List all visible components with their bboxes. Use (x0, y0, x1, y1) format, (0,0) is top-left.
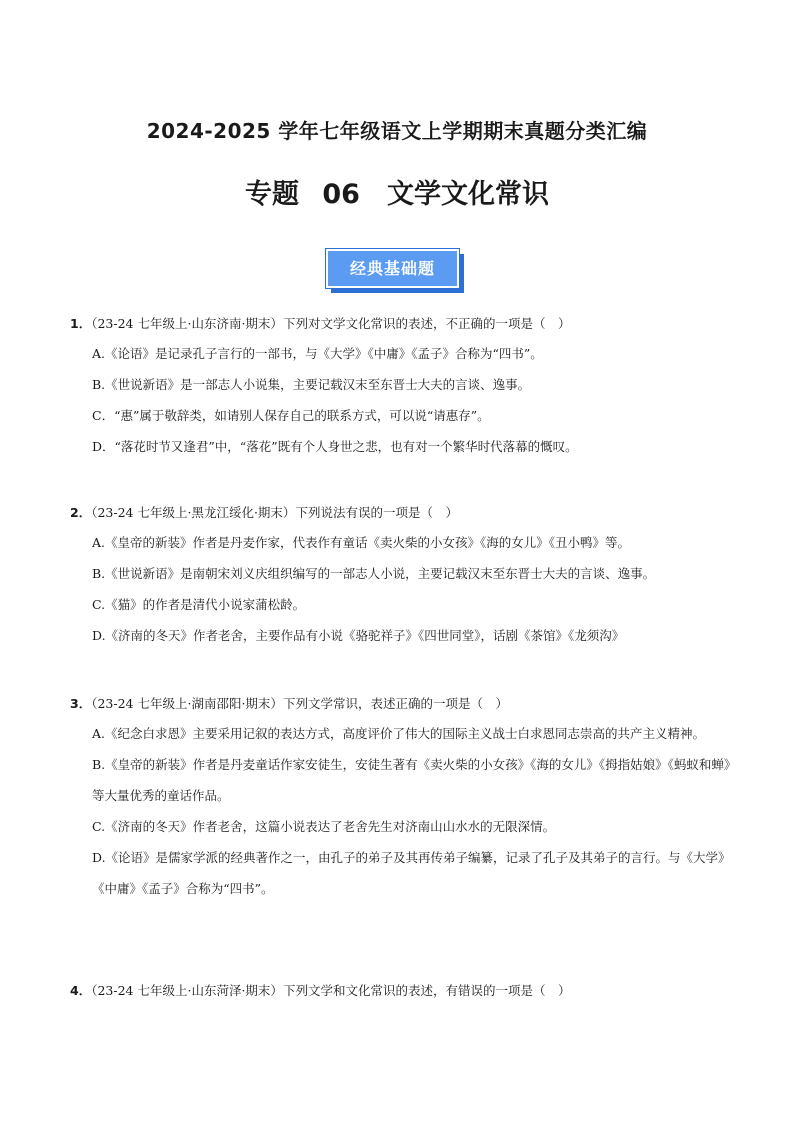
document-title: 2024-2025 学年七年级语文上学期期末真题分类汇编 (146, 119, 648, 143)
option-b: B.《世说新语》是南朝宋刘义庆组织编写的一部志人小说，主要记载汉末至东晋士大夫的言谈、逸事。 (92, 566, 656, 581)
question-number: 3 (70, 696, 79, 711)
option-d: D.《论语》是儒家学派的经典著作之一，由孔子的弟子及其再传弟子编纂，记录了孔子及其弟子的言行。与《大学》《中庸》《孟子》合称为“四书”。 (92, 850, 731, 896)
question-1 (70, 314, 740, 462)
option-c: C.《济南的冬天》作者老舍，这篇小说表达了老舍先生对济南山山水水的无限深情。 (92, 819, 556, 834)
question-text: 下列文学和文化常识的表述，有错误的一项是（ ） (282, 983, 571, 998)
question-number: 1 (70, 316, 79, 331)
question-stem: 3．（23-24 七年级上·湖南邵阳·期末）下列文学常识，表述正确的一项是（ ） (70, 696, 508, 711)
option-d: D．“落花时节又逢君”中，“落花”既有个人身世之悲，也有对一个繁华时代落幕的慨叹。 (92, 439, 578, 454)
option-c: C.《猫》的作者是清代小说家蒲松龄。 (92, 597, 306, 612)
badge-label: 经典基础题 (326, 249, 459, 288)
question-4 (70, 981, 740, 1001)
question-2 (70, 503, 740, 651)
question-source: （23-24 七年级上·山东济南·期末） (91, 316, 283, 331)
question-number: 4 (70, 983, 79, 998)
option-b: B.《皇帝的新装》作者是丹麦童话作家安徒生，安徒生著有《卖火柴的小女孩》《海的女儿》《拇指姑娘》《蚂蚁和蝉》等大量优秀的童话作品。 (92, 757, 737, 803)
question-stem: 1．（23-24 七年级上·山东济南·期末）下列对文学文化常识的表述，不正确的一项是（ ） (70, 316, 571, 331)
question-text: 下列说法有误的一项是（ ） (295, 505, 458, 520)
question-stem: 2．（23-24 七年级上·黑龙江绥化·期末）下列说法有误的一项是（ ） (70, 505, 458, 520)
question-stem: 4．（23-24 七年级上·山东菏泽·期末）下列文学和文化常识的表述，有错误的一项是（ ） (70, 983, 571, 998)
question-source: （23-24 七年级上·黑龙江绥化·期末） (91, 505, 296, 520)
topic-title: 专题 06 文学文化常识 (245, 179, 549, 210)
question-number: 2 (70, 505, 79, 520)
option-b: B.《世说新语》是一部志人小说集，主要记载汉末至东晋士大夫的言谈、逸事。 (92, 377, 531, 392)
question-source: （23-24 七年级上·山东菏泽·期末） (91, 983, 283, 998)
option-c: C．“惠”属于敬辞类，如请别人保存自己的联系方式，可以说“请惠存”。 (92, 408, 490, 423)
option-d: D.《济南的冬天》作者老舍，主要作品有小说《骆驼祥子》《四世同堂》，话剧《茶馆》《龙须沟》 (92, 628, 625, 643)
option-a: A.《论语》是记录孔子言行的一部书，与《大学》《中庸》《孟子》合称为“四书”。 (92, 346, 543, 361)
question-source: （23-24 七年级上·湖南邵阳·期末） (91, 696, 283, 711)
question-text: 下列对文学文化常识的表述，不正确的一项是（ ） (282, 316, 571, 331)
section-badge (326, 249, 466, 295)
option-a: A.《纪念白求恩》主要采用记叙的表达方式，高度评价了伟大的国际主义战士白求恩同志崇高的共产主义精神。 (92, 726, 706, 741)
question-text: 下列文学常识，表述正确的一项是（ ） (282, 696, 508, 711)
option-a: A.《皇帝的新装》作者是丹麦作家，代表作有童话《卖火柴的小女孩》《海的女儿》《丑小鸭》等。 (92, 535, 631, 550)
question-3 (70, 694, 740, 904)
